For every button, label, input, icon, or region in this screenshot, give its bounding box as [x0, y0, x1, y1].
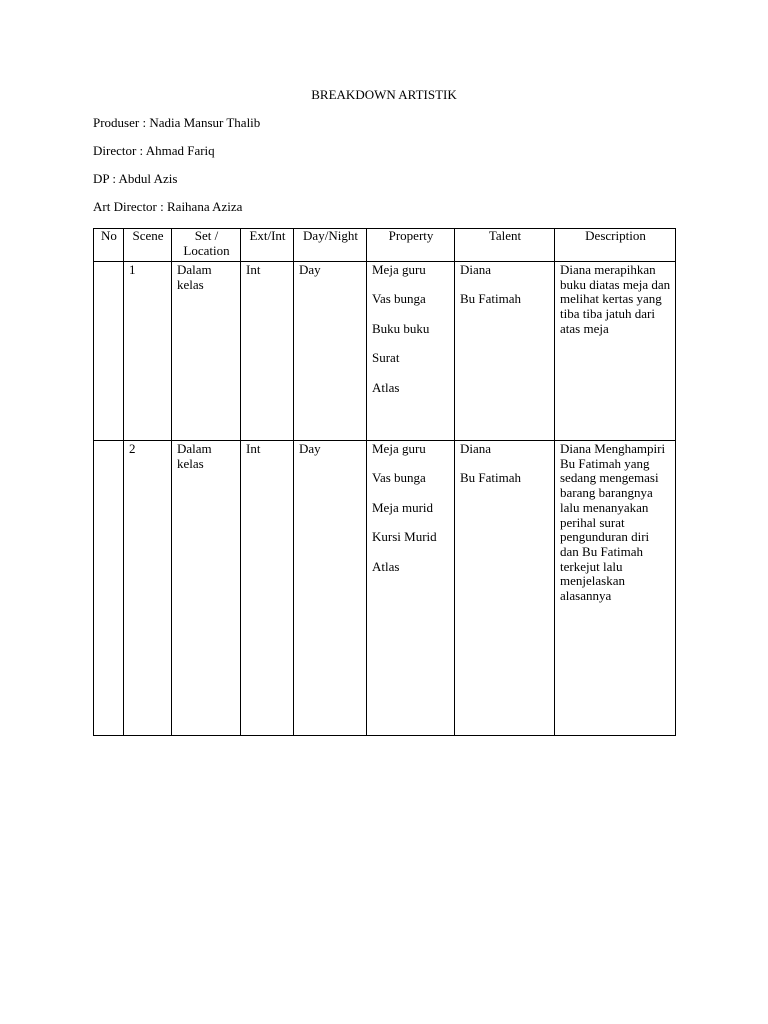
- cell-day-night: Day: [294, 262, 367, 441]
- property-item: Buku buku: [372, 320, 430, 336]
- cell-no: [94, 441, 124, 736]
- property-item: Vas bunga: [372, 291, 426, 307]
- art-director-line: Art Director : Raihana Aziza: [93, 199, 243, 214]
- dp-line: DP : Abdul Azis: [93, 171, 178, 186]
- header-talent: Talent: [455, 229, 555, 262]
- property-item: Meja murid: [372, 499, 434, 515]
- cell-scene: 2: [124, 441, 172, 736]
- property-item: Kursi Murid: [372, 529, 437, 545]
- property-item: Atlas: [372, 379, 400, 395]
- director-line: Director : Ahmad Fariq: [93, 143, 215, 158]
- property-item: Atlas: [372, 558, 400, 574]
- table-row: [94, 262, 676, 441]
- table-row: [94, 441, 676, 736]
- table-body: [94, 262, 676, 736]
- talent-item: Bu Fatimah: [460, 470, 522, 486]
- cell-description: Diana Menghampiri Bu Fatimah yang sedang mengemasi barang barangnya lalu menanyakan perihal surat pengunduran diri dan Bu Fatimah terkejut lalu menjelaskan alasannya: [555, 441, 676, 736]
- property-item: Vas bunga: [372, 470, 426, 486]
- property-item: Meja guru: [372, 441, 426, 456]
- cell-description: Diana merapihkan buku diatas meja dan melihat kertas yang tiba tiba jatuh dari atas meja: [555, 262, 676, 441]
- header-property: Property: [367, 229, 455, 262]
- cell-day-night: Day: [294, 441, 367, 736]
- header-day-night: Day/Night: [294, 229, 367, 262]
- property-item: Meja guru: [372, 262, 426, 277]
- header-no: No: [94, 229, 124, 262]
- document-title: BREAKDOWN ARTISTIK: [311, 87, 457, 102]
- cell-ext-int: Int: [241, 441, 294, 736]
- cell-property: [367, 441, 455, 736]
- producer-line: Produser : Nadia Mansur Thalib: [93, 115, 261, 130]
- cell-no: [94, 262, 124, 441]
- cell-location: Dalam kelas: [172, 441, 241, 736]
- cell-talent: [455, 262, 555, 441]
- breakdown-table: [93, 228, 676, 736]
- talent-item: Diana: [460, 262, 492, 277]
- cell-property: [367, 262, 455, 441]
- cell-ext-int: Int: [241, 262, 294, 441]
- cell-location: Dalam kelas: [172, 262, 241, 441]
- header-location: Set / Location: [172, 229, 241, 262]
- header-description: Description: [555, 229, 676, 262]
- header-ext-int: Ext/Int: [241, 229, 294, 262]
- property-item: Surat: [372, 350, 400, 366]
- cell-talent: [455, 441, 555, 736]
- talent-item: Bu Fatimah: [460, 291, 522, 307]
- talent-item: Diana: [460, 441, 492, 456]
- header-row: [94, 229, 676, 262]
- table-header: [94, 229, 676, 262]
- header-scene: Scene: [124, 229, 172, 262]
- cell-scene: 1: [124, 262, 172, 441]
